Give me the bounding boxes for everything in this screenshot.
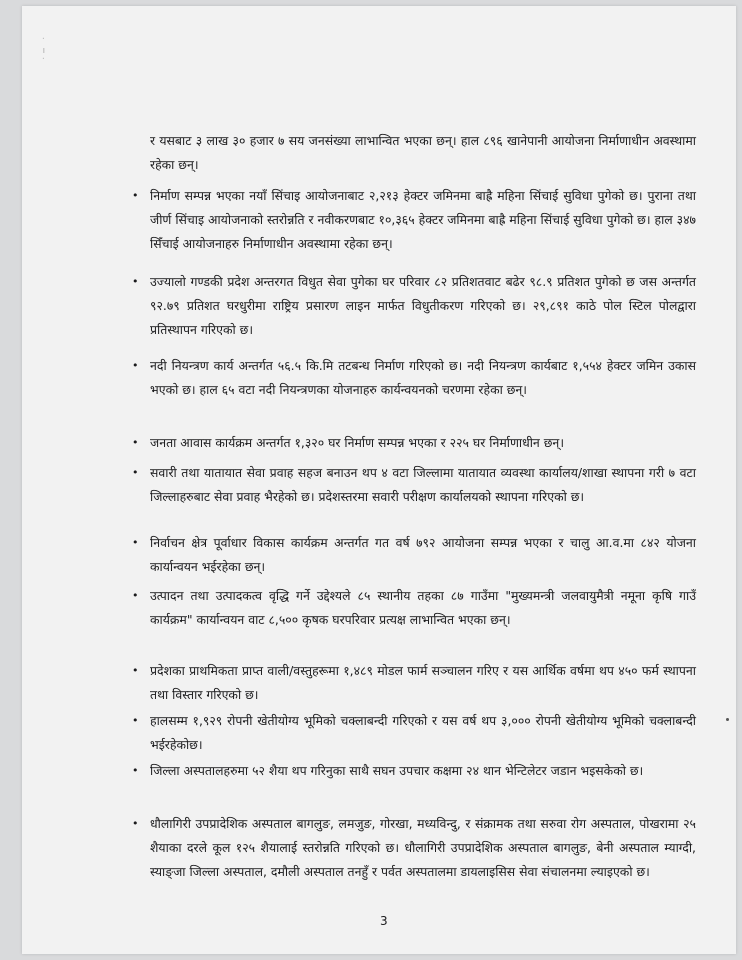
- bullet-marker: •: [132, 764, 139, 777]
- bullet-marker: •: [132, 436, 139, 449]
- bullet-item-land-consolidation: हालसम्म १,९२९ रोपनी खेतीयोग्य भूमिको चक्लाबन्दी गरिएको र यस वर्ष थप ३,००० रोपनी खेतीयोग्य भूमिको चक्लाबन्दी भईरहेकोछ।: [150, 713, 696, 752]
- margin-mark: ॱ । ॱ: [42, 36, 46, 65]
- speck: [726, 718, 729, 721]
- bullet-marker: •: [132, 275, 139, 288]
- bullet-item-hospital-upgrade: धौलागिरी उपप्रादेशिक अस्पताल बागलुङ, लमजुङ, गोरखा, मध्यविन्दु, र संक्रामक तथा सरुवा रोग अस्पताल, पोखरामा २५ शैयाका दरले कूल १२५ शैयालाई स्तरोन्नति गरिएको छ। धौलागिरी उपप्रादेशिक अस्पताल बागलुङ, बेनी अस्पताल म्याग्दी, स्याङ्जा जिल्ला अस्पताल, दमौली अस्पताल तनहुँ र पर्वत अस्पतालमा डायलाइसिस सेवा संचालनमा ल्याइएको छ।: [150, 816, 696, 879]
- document-page: [22, 6, 736, 954]
- bullet-item-agriculture-villages: उत्पादन तथा उत्पादकत्व वृद्धि गर्ने उद्देश्यले ८५ स्थानीय तहका ८७ गाउँमा "मुख्यमन्त्री जलवायुमैत्री नमूना कृषि गाउँ कार्यक्रम" कार्यान्वयन वाट ८,५०० कृषक घरपरिवार प्रत्यक्ष लाभान्वित भएका छन्।: [150, 588, 696, 627]
- bullet-item-model-farms: प्रदेशका प्राथमिकता प्राप्त वाली/वस्तुहरूमा १,४८९ मोडल फार्म सञ्चालन गरिए र यस आर्थिक वर्षमा थप ४५० फर्म स्थापना तथा विस्तार गरिएको छ।: [150, 663, 696, 702]
- page-number: 3: [380, 914, 388, 928]
- bullet-item-electricity: उज्यालो गण्डकी प्रदेश अन्तरगत विधुत सेवा पुगेका घर परिवार ८२ प्रतिशतवाट बढेर ९८.९ प्रतिशत पुगेको छ जस अन्तर्गत ९२.७९ प्रतिशत घरधुरीमा राष्ट्रिय प्रसारण लाइन मार्फत विधुतीकरण गरिएको छ। २९,८९१ काठे पोल स्टिल पोलद्वारा प्रतिस्थापन गरिएको छ।: [150, 274, 696, 337]
- bullet-marker: •: [132, 189, 139, 202]
- continuation-paragraph: र यसबाट ३ लाख ३० हजार ७ सय जनसंख्या लाभान्वित भएका छन्। हाल ८९६ खानेपानी आयोजना निर्माणाधीन अवस्थामा रहेका छन्।: [150, 133, 696, 172]
- bullet-item-housing: जनता आवास कार्यक्रम अन्तर्गत १,३२० घर निर्माण सम्पन्न भएका र २२५ घर निर्माणाधीन छन्।: [150, 435, 565, 450]
- bullet-marker: •: [132, 536, 139, 549]
- bullet-marker: •: [132, 817, 139, 830]
- bullet-item-hospital-beds: जिल्ला अस्पतालहरुमा ५२ शैया थप गरिनुका साथै सघन उपचार कक्षमा २४ थान भेन्टिलेटर जडान भइसकेको छ।: [150, 763, 644, 778]
- bullet-marker: •: [132, 714, 139, 727]
- bullet-item-constituency: निर्वाचन क्षेत्र पूर्वाधार विकास कार्यक्रम अन्तर्गत गत वर्ष ७९२ आयोजना सम्पन्न भएका र चालु आ.व.मा ८४२ योजना कार्यान्वयन भईरहेका छन्।: [150, 535, 696, 574]
- bullet-item-irrigation: निर्माण सम्पन्न भएका नयाँ सिंचाइ आयोजनाबाट २,२१३ हेक्टर जमिनमा बाह्रै महिना सिंचाई सुविधा पुगेको छ। पुराना तथा जीर्ण सिंचाइ आयोजनाको स्तरोन्नति र नवीकरणबाट १०,३६५ हेक्टर जमिनमा बाह्रै महिना सिंचाई सुविधा पुगेको छ। हाल ३४७ सिँचाई आयोजनाहरु निर्माणाधीन अवस्थामा रहेका छन्।: [150, 188, 696, 251]
- bullet-item-river-control: नदी नियन्त्रण कार्य अन्तर्गत ५६.५ कि.मि तटबन्ध निर्माण गरिएको छ। नदी नियन्त्रण कार्यबाट १,५५४ हेक्टर जमिन उकास भएको छ। हाल ६५ वटा नदी नियन्त्रणका योजनाहरु कार्यन्वयनको चरणमा रहेका छन्।: [150, 358, 696, 397]
- bullet-marker: •: [132, 589, 139, 602]
- bullet-marker: •: [132, 664, 139, 677]
- bullet-marker: •: [132, 359, 139, 372]
- bullet-item-transport: सवारी तथा यातायात सेवा प्रवाह सहज बनाउन थप ४ वटा जिल्लामा यातायात व्यवस्था कार्यालय/शाखा स्थापना गरी ७ वटा जिल्लाहरुबाट सेवा प्रवाह भैरहेको छ। प्रदेशस्तरमा सवारी परीक्षण कार्यालयको स्थापना गरिएको छ।: [150, 465, 696, 504]
- bullet-marker: •: [132, 466, 139, 479]
